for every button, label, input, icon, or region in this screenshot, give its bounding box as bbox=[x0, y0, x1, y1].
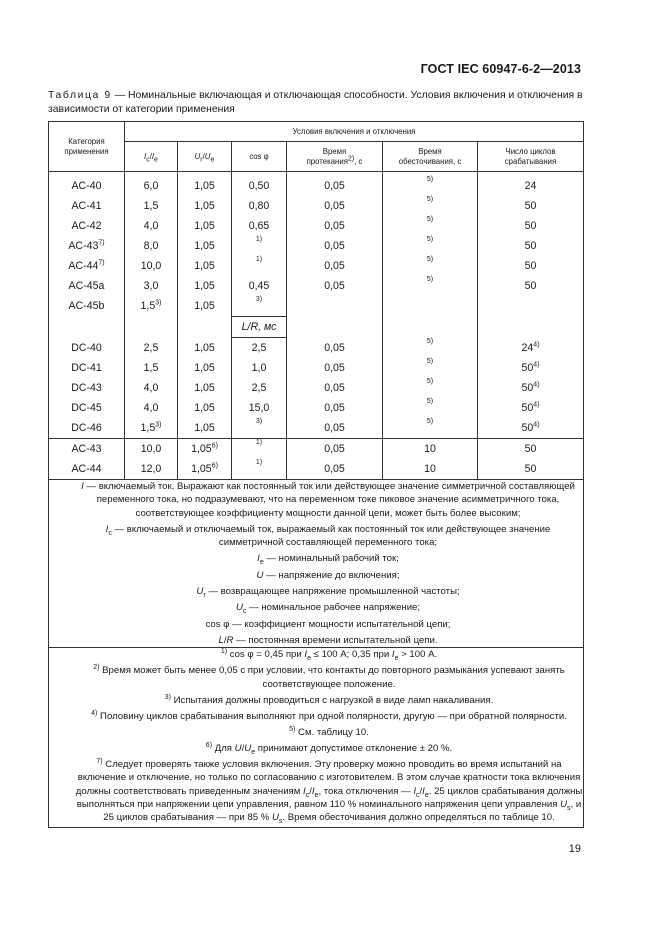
header-time-flow: Время протекания$^{2)}$, с bbox=[287, 142, 383, 172]
page-number: 19 bbox=[568, 843, 581, 855]
table-row: AC-43 10,0 1,05$^{6)}$ $^{1)}$ 0,05 10 50 bbox=[49, 439, 584, 460]
table-row: AC-44$^{7)}$ 10,0 1,05 $^{1)}$ 0,05 $^{5)}$ 50 bbox=[49, 256, 584, 276]
table-row: AC-44 12,0 1,05$^{6)}$ $^{1)}$ 0,05 10 50 bbox=[49, 459, 584, 480]
footnote-4: $^{4)}$ Половину циклов срабатывания выполняют при одной полярности, другую — при обратной полярности. bbox=[91, 709, 567, 722]
note-lr: L/R — постоянная времени испытательной цепи. bbox=[218, 634, 438, 646]
caption-text: — Номинальные включающая и отключающая способности. Условия включения и отключения в зависимости от категории применения bbox=[48, 90, 583, 115]
note-i: I — включаемый ток. Выражают как постоянный ток или действующее значение симметричной составляющей переменного тока, но подразумевают, что на переменном токе пиковое значение асимметричного тока, соответствующее коэффициенту мощности данной цепи, может быть более высоким; bbox=[81, 481, 575, 519]
note-uc: $U_c$ — номинальное рабочее напряжение; bbox=[235, 602, 421, 616]
table-row bbox=[49, 172, 584, 197]
footnote-1: $^{1)}$ cos φ = 0,45 при $I_e \le 100$ А; 0,35 при $I_e > 100$ А. bbox=[220, 648, 438, 663]
table-row: DC-45 4,0 1,05 15,0 0,05 $^{5)}$ 50$^{4)}$ bbox=[49, 398, 584, 418]
conditions-table bbox=[48, 121, 584, 828]
cell-ic: 6,0 bbox=[125, 172, 178, 197]
footnote-6: $^{6)}$ Для $U/U_e$ принимают допустимое отклонение ± 20 %. bbox=[205, 741, 453, 756]
table-row: DC-40 2,5 1,05 2,5 0,05 $^{5)}$ 24$^{4)}$ bbox=[49, 338, 584, 359]
cell-cos: 0,50 bbox=[232, 172, 287, 197]
note-u: U — напряжение до включения; bbox=[256, 569, 400, 581]
header-category: Категория применения bbox=[49, 122, 125, 172]
cell-time-flow: 0,05 bbox=[287, 172, 383, 197]
table-row: AC-45a 3,0 1,05 0,45 0,05 $^{5)}$ 50 bbox=[49, 276, 584, 296]
document-header: ГОСТ IEC 60947-6-2—2013 bbox=[420, 62, 581, 76]
header-conditions: Условия включения и отключения bbox=[125, 122, 584, 142]
cell-cycles: 24 bbox=[478, 172, 584, 197]
footnote-3: $^{3)}$ Испытания должны проводиться с нагрузкой в виде ламп накаливания. bbox=[164, 693, 494, 706]
table-row: AC-43$^{7)}$ 8,0 1,05 $^{1)}$ 0,05 $^{5)}$ 50 bbox=[49, 236, 584, 256]
note-ur: $U_r$ — возвращающее напряжение промышленной частоты; bbox=[196, 586, 460, 599]
footnote-7: $^{7)}$ Следует проверять также условия включения. Эту проверку можно проводить во время испытаний на включение и отключение, но только по согласованию с изготовителем. В этом случае кратности тока включения должны соответствовать приведенным значениям $I_c/I_e$, тока отключения — $I_c/I_e$. 25 циклов срабатывания должны выполняться при напряжении цепи управления, равном 110 % номинального напряжения цепи управления $U_s$, и 25 циклов срабатывания — при 85 % $U_s$. Время обесточивания должно определяться по таблице 10. bbox=[75, 757, 583, 826]
header-cycles: Число циклов срабатывания bbox=[478, 142, 584, 172]
caption-label: Таблица 9 bbox=[48, 90, 112, 101]
header-time-dead: Время обесточивания, с bbox=[383, 142, 478, 172]
footnotes-block bbox=[49, 648, 584, 828]
cell-time-dead: 5) bbox=[426, 176, 434, 183]
notation-block bbox=[49, 480, 584, 648]
cell-category: AC-40 bbox=[49, 172, 125, 197]
table-row bbox=[49, 317, 584, 338]
table-row: DC-46 1,5$^{3)}$ 1,05 $^{3)}$ 0,05 $^{5)}$ 50$^{4)}$ bbox=[49, 418, 584, 439]
note-cos: cos φ — коэффициент мощности испытательной цепи; bbox=[205, 618, 451, 630]
header-cos: cos φ bbox=[232, 142, 287, 172]
note-ic: $I_c$ — включаемый и отключаемый ток, выражаемый как постоянный ток или действующее значение симметричной составляющей переменного тока; bbox=[105, 523, 551, 549]
lr-label: L/R, мс bbox=[232, 317, 287, 338]
footnote-2: $^{2)}$ Время может быть менее 0,05 с при условии, что контакты до повторного размыкания успевают занять соответствующее положение. bbox=[93, 664, 565, 690]
table-row: DC-41 1,5 1,05 1,0 0,05 $^{5)}$ 50$^{4)}$ bbox=[49, 358, 584, 378]
table-row: AC-41 1,5 1,05 0,80 0,05 $^{5)}$ 50 bbox=[49, 196, 584, 216]
cell-ur: 1,05 bbox=[178, 172, 232, 197]
table-row: DC-43 4,0 1,05 2,5 0,05 $^{5)}$ 50$^{4)}$ bbox=[49, 378, 584, 398]
header-ur-ue: $U_r/U_e$ bbox=[178, 142, 232, 172]
table-row: AC-42 4,0 1,05 0,65 0,05 $^{5)}$ 50 bbox=[49, 216, 584, 236]
footnote-5: $^{5)}$ См. таблицу 10. bbox=[289, 725, 369, 738]
table-row: AC-45b 1,5$^{3)}$ 1,05 $^{3)}$ bbox=[49, 296, 584, 317]
note-ie: $I_e$ — номинальный рабочий ток; bbox=[257, 553, 399, 567]
header-ic-ie: $I_c/I_e$ bbox=[125, 142, 178, 172]
table-caption bbox=[48, 89, 583, 117]
